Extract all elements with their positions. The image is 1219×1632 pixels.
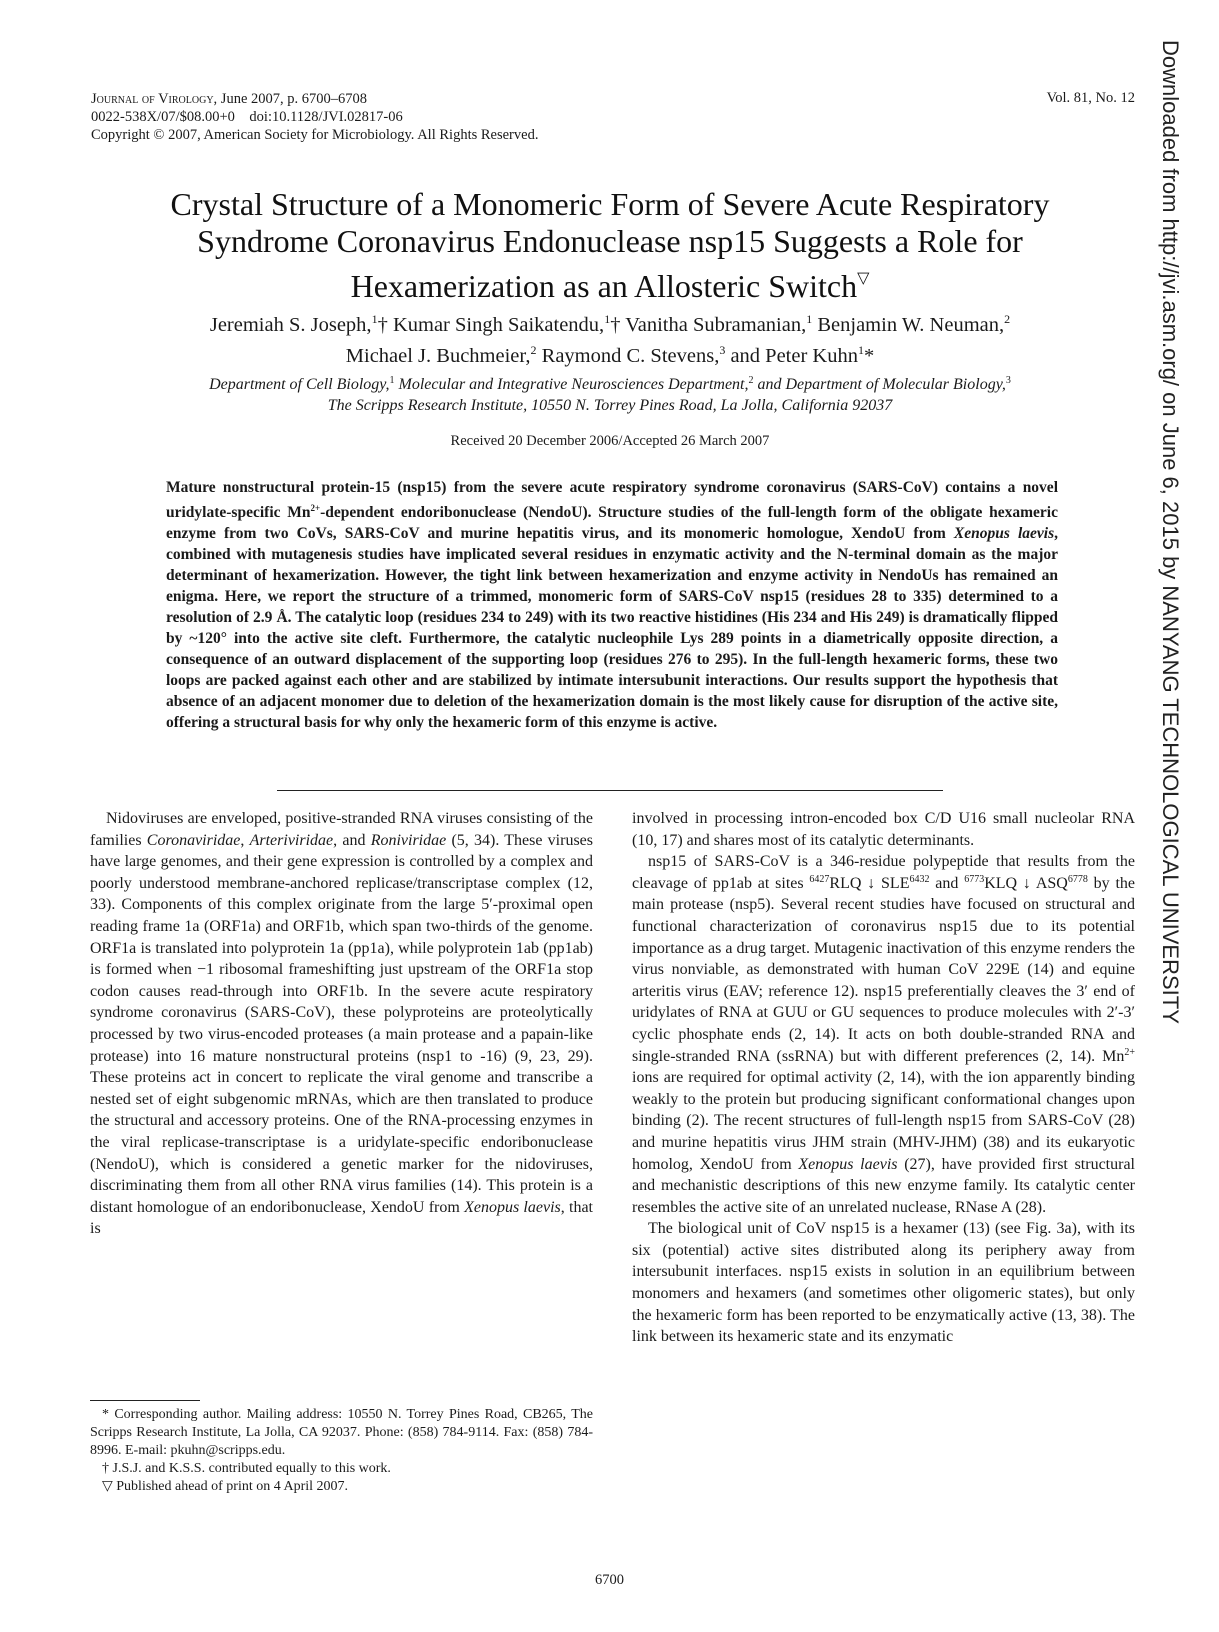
author-list [60, 307, 1160, 369]
body-text: RLQ ↓ SLE [829, 874, 910, 892]
title-line-3-text: Hexamerization as an Allosteric Switch [350, 268, 858, 304]
body-text: , and [333, 831, 371, 849]
affil-neurosciences: Molecular and Integrative Neurosciences Department, [394, 376, 749, 393]
body-text: Nidoviruses are enveloped, positive-stranded RNA viruses consisting of the families [90, 810, 593, 849]
affil-sup: 1 [806, 312, 813, 326]
author-buchmeier: Michael J. Buchmeier, [345, 345, 531, 367]
download-watermark: Downloaded from http://jvi.asm.org/ on June 6, 2015 by NANYANG TECHNOLOGICAL UNIVERSITY [1158, 40, 1183, 1024]
issn-doi: 0022-538X/07/$08.00+0 doi:10.1128/JVI.02817-06 [91, 109, 403, 125]
author-line-1 [60, 307, 1160, 338]
taxon: Xenopus laevis [798, 1155, 898, 1173]
paragraph [632, 851, 1135, 1218]
residue-number: 6778 [1067, 873, 1088, 885]
author-stevens: Raymond C. Stevens, [536, 345, 720, 367]
body-text: (27), have provided first structural and mechanistic descriptions of this new enzyme family. Its catalytic center resembles the active site of an unrelated nuclease, RNase A (28). [632, 1155, 1136, 1216]
footnote-divider [90, 1400, 200, 1401]
paragraph [90, 808, 593, 1240]
published-ahead-mark: ▽ [857, 270, 870, 287]
journal-header [91, 90, 538, 144]
affiliation-line-1 [60, 370, 1160, 395]
issue-pages: , June 2007, p. 6700–6708 [213, 91, 368, 107]
corresponding-mark: * [863, 345, 875, 367]
taxon: Roniviridae [370, 831, 447, 849]
affil-cell-biology: Department of Cell Biology, [209, 376, 390, 393]
body-text: KLQ ↓ ASQ [984, 874, 1068, 892]
body-column-left [90, 808, 593, 1240]
paragraph: involved in processing intron-encoded box C/D U16 small nucleolar RNA (10, 17) and shares most of its catalytic determinants. [632, 810, 1135, 849]
taxon: Arteriviridae [249, 831, 334, 849]
body-text: ions are required for optimal activity (2, 14), with the ion apparently binding weakly to the protein but producing significant conformational changes upon binding (2). The recent structures of full-length nsp15 from SARS-CoV (28) and murine hepatitis virus JHM strain (MHV-JHM) (38) and its eukaryotic homolog, XendoU from [632, 1069, 1135, 1173]
affil-sup: 2 [1004, 312, 1011, 326]
author-joseph: Jeremiah S. Joseph, [209, 314, 372, 336]
affil-sup: 2 [748, 375, 754, 386]
ion-charge: 2+ [1124, 1046, 1135, 1058]
body-text: , [240, 831, 250, 849]
abstract-divider [277, 790, 943, 791]
residue-number: 6427 [809, 873, 830, 885]
article-title [60, 186, 1160, 305]
taxon: Coronaviridae [146, 831, 241, 849]
body-text: and [929, 874, 965, 892]
copyright: Copyright © 2007, American Society for Microbiology. All Rights Reserved. [91, 127, 539, 143]
abstract [166, 477, 1058, 733]
residue-number: 6773 [964, 873, 985, 885]
affil-sup: 1 [389, 375, 395, 386]
affil-sup: 1 [371, 312, 378, 326]
abstract-text: -dependent endoribonuclease (NendoU). Structure studies of the full-length form of the obligate hexameric enzyme from two CoVs, SARS-CoV and murine hepatitis virus, and its monomeric homologue, XendoU from [166, 504, 1058, 542]
footnote-published-ahead: ▽ Published ahead of print on 4 April 2007. [102, 1479, 349, 1494]
title-line-3 [60, 260, 1160, 305]
paragraph: The biological unit of CoV nsp15 is a hexamer (13) (see Fig. 3a), with its six (potential) active sites distributed along its periphery away from intersubunit interfaces. nsp15 exists in solution in an equilibrium between monomers and hexamers (and sometimes other oligomeric states), but only the hexameric form has been reported to be enzymatically active (13, 38). The link between its hexameric state and its enzymatic [632, 1220, 1135, 1346]
journal-citation [91, 90, 538, 108]
residue-number: 6432 [909, 873, 930, 885]
affil-sup: 3 [1005, 375, 1011, 386]
volume-number: Vol. 81, No. 12 [1046, 90, 1135, 106]
page-number: 6700 [595, 1572, 624, 1588]
affiliation-line-2: The Scripps Research Institute, 10550 N. Torrey Pines Road, La Jolla, California 92037 [327, 397, 893, 414]
title-line-1: Crystal Structure of a Monomeric Form of Severe Acute Respiratory [170, 186, 1050, 222]
body-text: nsp15 of SARS-CoV is a 346-residue polypeptide that results from the cleavage of pp1ab at sites [632, 853, 1135, 892]
affil-molecular-biology: and Department of Molecular Biology, [753, 376, 1006, 393]
affil-sup: 2 [530, 343, 537, 357]
author-neuman: Benjamin W. Neuman, [812, 314, 1005, 336]
abstract-text: Mature nonstructural protein-15 (nsp15) from the severe acute respiratory syndrome coronavirus (SARS-CoV) contains a novel uridylate-specific Mn [166, 479, 1058, 521]
author-kuhn: and Peter Kuhn [725, 345, 858, 367]
author-line-2 [60, 338, 1160, 369]
abstract-sup: 2+ [310, 503, 321, 513]
author-subramanian: † Vanitha Subramanian, [610, 314, 807, 336]
body-column-right [632, 808, 1135, 1348]
body-text: (5, 34). These viruses have large genomes, and their gene expression is controlled by a complex and poorly understood membrane-anchored replicase/transcriptase complex (12, 33). Components of this complex originate from the large 5′-proximal open reading frame 1a (ORF1a) and ORF1b, which span two-thirds of the genome. ORF1a is translated into polyprotein 1a (pp1a), while polyprotein 1ab (pp1ab) is formed when −1 ribosomal frameshifting just upstream of the ORF1a stop codon causes read-through into ORF1b. In the severe acute respiratory syndrome coronavirus (SARS-CoV), these polyproteins are proteolytically processed by two virus-encoded proteases (a main protease and a papain-like protease) into 16 mature nonstructural proteins (nsp1 to -16) (9, 23, 29). These proteins act in concert to replicate the viral genome and transcribe a nested set of eight subgenomic mRNAs, which are then translated to produce the structural and accessory proteins. One of the RNA-processing enzymes in the viral replicase-transcriptase is a uridylate-specific endoribonuclease (NendoU), which is considered a genetic marker for the nidoviruses, discriminating them from all other RNA virus families (14). This protein is a distant homologue of an endoribonuclease, XendoU from [90, 831, 593, 1216]
taxon: Xenopus laevis [464, 1198, 561, 1216]
received-dates: Received 20 December 2006/Accepted 26 March 2007 [450, 433, 770, 449]
affil-sup: 1 [857, 343, 864, 357]
title-line-2: Syndrome Coronavirus Endonuclease nsp15 Suggests a Role for [197, 223, 1023, 259]
affil-sup: 3 [719, 343, 726, 357]
affiliations [60, 370, 1160, 416]
body-text: , that is [90, 1198, 593, 1238]
journal-name: Journal of Virology [91, 91, 214, 107]
footnote-corresponding: * Corresponding author. Mailing address: 10550 N. Torrey Pines Road, CB265, The Scripps Research Institute, La Jolla, CA 92037. Phone: (858) 784-9114. Fax: (858) 784-8996. E-mail: pkuhn@scripps.edu. [90, 1407, 593, 1458]
footnotes [90, 1406, 593, 1496]
body-text: by the main protease (nsp5). Several recent studies have focused on structural and functional characterization of coronavirus nsp15 due to its potential importance as a drug target. Mutagenic inactivation of this enzyme renders the virus nonviable, as demonstrated with human CoV 229E (14) and equine arteritis virus (EAV; reference 12). nsp15 preferentially cleaves the 3′ end of uridylates of RNA at GUU or GU sequences to produce molecules with 2′-3′ cyclic phosphate ends (2, 14). It acts on both double-stranded RNA and single-stranded RNA (ssRNA) but with different preferences (2, 14). Mn [632, 874, 1135, 1065]
abstract-species: Xenopus laevis [953, 525, 1055, 542]
author-saikatendu: † Kumar Singh Saikatendu, [377, 314, 605, 336]
footnote-equal-contribution: † J.S.J. and K.S.S. contributed equally to this work. [102, 1461, 391, 1476]
affil-sup: 1 [604, 312, 611, 326]
abstract-text: , combined with mutagenesis studies have implicated several residues in enzymatic activity and the N-terminal domain as the major determinant of hexamerization. However, the tight link between hexamerization and enzyme activity in NendoUs has remained an enigma. Here, we report the structure of a trimmed, monomeric form of SARS-CoV nsp15 (residues 28 to 335) determined to a resolution of 2.9 Å. The catalytic loop (residues 234 to 249) with its two reactive histidines (His 234 and His 249) is dramatically flipped by ~120° into the active site cleft. Furthermore, the catalytic nucleophile Lys 289 points in a diametrically opposite direction, a consequence of an outward displacement of the supporting loop (residues 276 to 295). In the full-length hexameric forms, these two loops are packed against each other and are stabilized by intimate intersubunit interactions. Our results support the hypothesis that absence of an adjacent monomer due to deletion of the hexamerization domain is the most likely cause for disruption of the active site, offering a structural basis for why only the hexameric form of this enzyme is active. [166, 525, 1058, 731]
